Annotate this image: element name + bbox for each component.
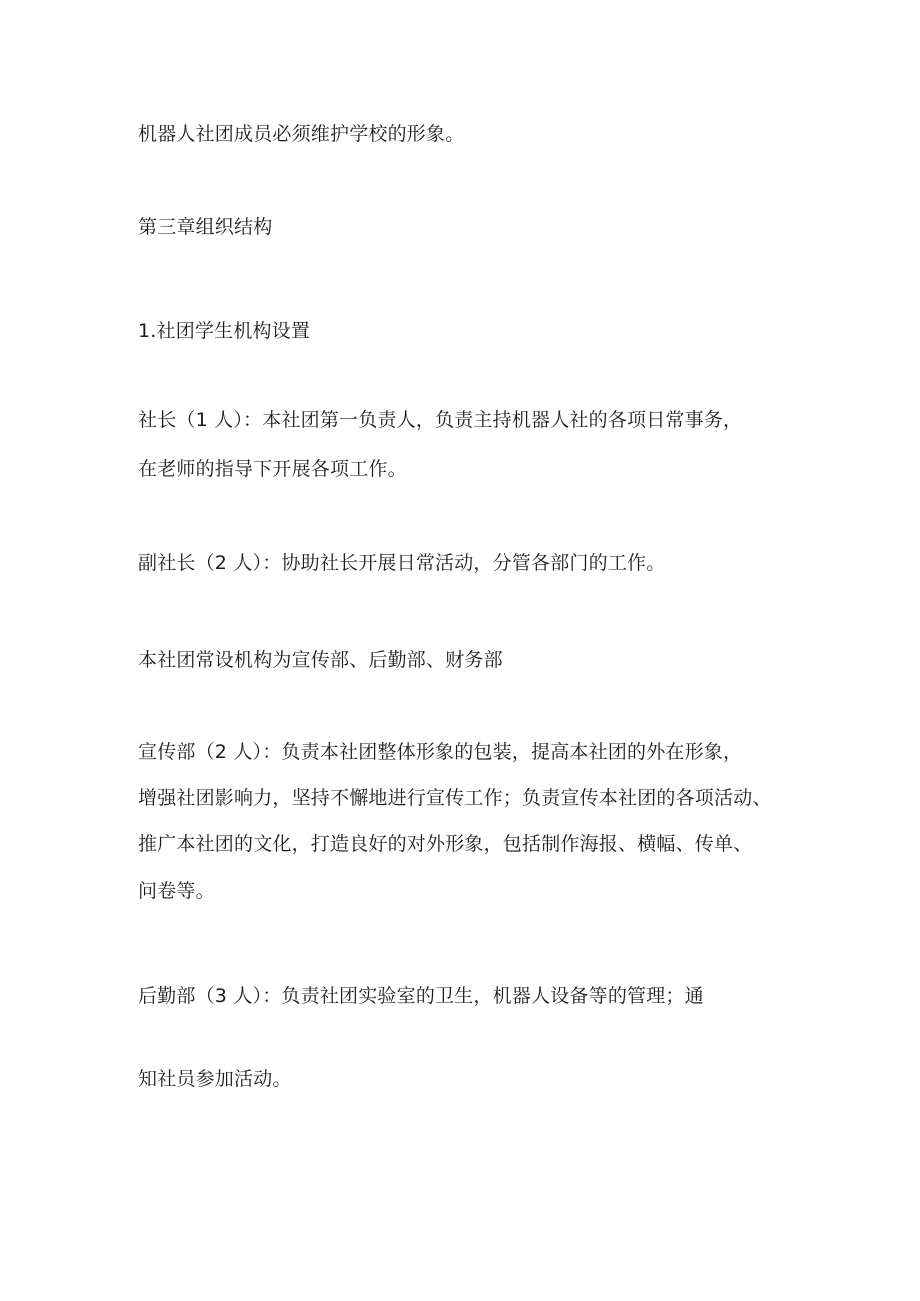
paragraph-publicity-line-3: 推广本社团的文化，打造良好的对外形象，包括制作海报、横幅、传单、 (138, 833, 753, 855)
paragraph-publicity-line-4: 问卷等。 (138, 880, 215, 902)
paragraph-logistics-line-1: 后勤部（3 人）：负责社团实验室的卫生，机器人设备等的管理；通 (138, 985, 704, 1007)
chapter-heading: 第三章组织结构 (138, 216, 273, 238)
paragraph-publicity-line-2: 增强社团影响力，坚持不懈地进行宣传工作；负责宣传本社团的各项活动、 (138, 787, 772, 809)
paragraph-president-line-2: 在老师的指导下开展各项工作。 (138, 458, 407, 480)
paragraph-departments: 本社团常设机构为宣传部、后勤部、财务部 (138, 649, 503, 671)
paragraph-publicity-line-1: 宣传部（2 人）：负责本社团整体形象的包装，提高本社团的外在形象， (138, 741, 743, 763)
section-heading: 1.社团学生机构设置 (138, 320, 311, 342)
paragraph-logistics-line-2: 知社员参加活动。 (138, 1068, 292, 1090)
paragraph-president-line-1: 社长（1 人）：本社团第一负责人，负责主持机器人社的各项日常事务， (138, 409, 743, 431)
paragraph-vice-president: 副社长（2 人）：协助社长开展日常活动，分管各部门的工作。 (138, 552, 666, 574)
paragraph-member-image: 机器人社团成员必须维护学校的形象。 (138, 123, 465, 145)
